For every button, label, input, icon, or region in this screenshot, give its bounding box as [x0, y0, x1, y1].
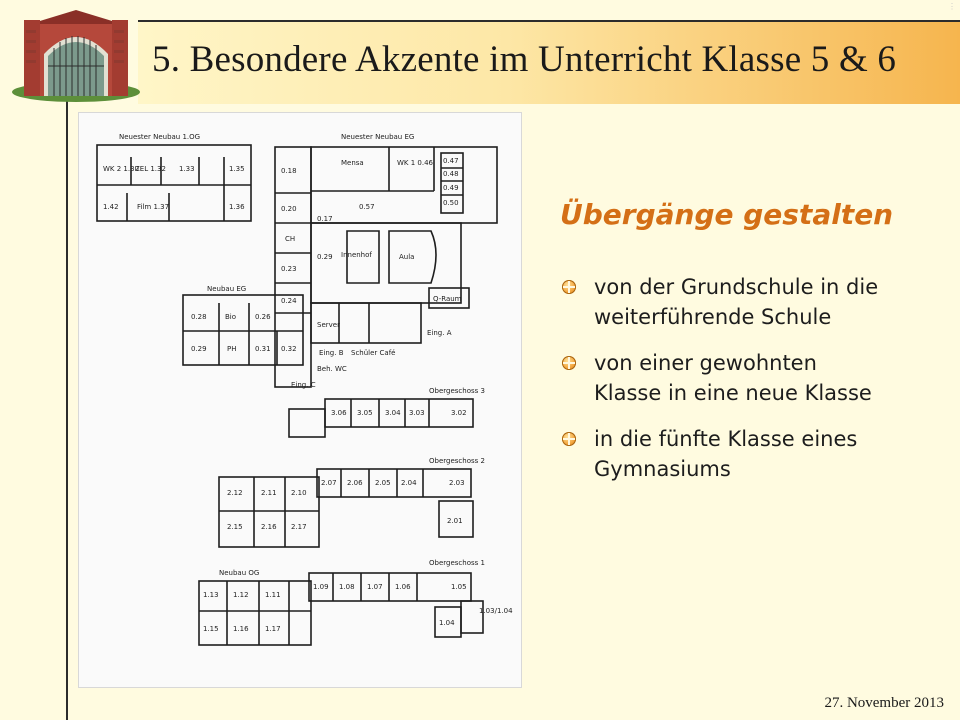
- room-label: 1.35: [229, 165, 245, 173]
- bullet-text: in die fünfte Klasse eines Gymnasiums: [594, 427, 858, 481]
- room-label: Mensa: [341, 159, 364, 167]
- room-label: 0.23: [281, 265, 297, 273]
- room-label: 0.48: [443, 170, 459, 178]
- bullet-item: [560, 348, 880, 408]
- room-label: 2.01: [447, 517, 463, 525]
- room-label: 1.15: [203, 625, 219, 633]
- plan-label-neubau-eg: Neubau EG: [207, 285, 247, 293]
- bullet-text: von der Grundschule in die weiterführende Schule: [594, 275, 879, 329]
- room-label: 0.18: [281, 167, 297, 175]
- bullet-text: von einer gewohnten Klasse in eine neue Klasse: [594, 351, 872, 405]
- room-label: 2.12: [227, 489, 243, 497]
- room-label: 0.20: [281, 205, 297, 213]
- bullet-icon: [562, 356, 576, 370]
- bullet-icon: [562, 432, 576, 446]
- room-label: 3.06: [331, 409, 347, 417]
- room-label: 0.29: [317, 253, 333, 261]
- plan-label: Schüler Café: [351, 349, 396, 357]
- room-label: 1.08: [339, 583, 355, 591]
- room-label: 3.02: [451, 409, 467, 417]
- room-label: 2.17: [291, 523, 307, 531]
- room-label: 2.07: [321, 479, 337, 487]
- room-label: 2.11: [261, 489, 277, 497]
- room-label: 1.09: [313, 583, 329, 591]
- room-label: 1.04: [439, 619, 455, 627]
- bullet-item: [560, 424, 880, 484]
- plan-label: Server: [317, 321, 340, 329]
- room-label: 0.32: [281, 345, 297, 353]
- room-label: PH: [227, 345, 237, 353]
- room-label: 0.57: [359, 203, 375, 211]
- room-label: 3.05: [357, 409, 373, 417]
- floor-plan-image: [78, 112, 522, 688]
- room-label: 3.04: [385, 409, 401, 417]
- plan-label-og2: Obergeschoss 2: [429, 457, 485, 465]
- room-label: Film 1.37: [137, 203, 170, 211]
- room-label: WK 2 1.30: [103, 165, 140, 173]
- corner-mark: ⋮: [948, 2, 956, 11]
- room-label: 0.28: [191, 313, 207, 321]
- room-label: 1.05: [451, 583, 467, 591]
- room-label: 0.31: [255, 345, 271, 353]
- room-label: 1.17: [265, 625, 281, 633]
- room-label: WK 1 0.46: [397, 159, 434, 167]
- room-label: 1.16: [233, 625, 249, 633]
- room-label: 3.03: [409, 409, 425, 417]
- room-label: 1.03/1.04: [479, 607, 513, 615]
- room-label: 1.36: [229, 203, 245, 211]
- room-label: CH: [285, 235, 296, 243]
- room-label: 2.15: [227, 523, 243, 531]
- room-label: 2.05: [375, 479, 391, 487]
- room-label: 2.04: [401, 479, 417, 487]
- plan-label-og3: Obergeschoss 3: [429, 387, 485, 395]
- vertical-rule: [66, 96, 68, 720]
- room-label: 0.29: [191, 345, 207, 353]
- bullet-icon: [562, 280, 576, 294]
- slide-title: 5. Besondere Akzente im Unterricht Klasse 5 & 6: [152, 39, 897, 80]
- room-label: 2.03: [449, 479, 465, 487]
- plan-label: Beh. WC: [317, 365, 347, 373]
- room-label: Q-Raum: [433, 295, 462, 303]
- school-gate-logo: [10, 6, 142, 104]
- room-label: 0.17: [317, 215, 333, 223]
- section-subheading: Übergänge gestalten: [560, 198, 894, 231]
- plan-label-eg-top: Neuester Neubau EG: [341, 133, 415, 141]
- room-label: Bio: [225, 313, 237, 321]
- room-label: 0.24: [281, 297, 297, 305]
- room-label: 1.33: [179, 165, 195, 173]
- room-label: 1.13: [203, 591, 219, 599]
- room-label: 1.12: [233, 591, 249, 599]
- room-label: ZEL 1.32: [135, 165, 166, 173]
- plan-label-neubau-og: Neubau OG: [219, 569, 260, 577]
- room-label: 0.50: [443, 199, 459, 207]
- room-label: 2.16: [261, 523, 277, 531]
- plan-label: Eing. C: [291, 381, 316, 389]
- room-label: Innenhof: [341, 251, 372, 259]
- slide-date: 27. November 2013: [824, 695, 944, 711]
- room-label: 1.11: [265, 591, 281, 599]
- room-label: 2.10: [291, 489, 307, 497]
- room-label: 2.06: [347, 479, 363, 487]
- bullet-list: [560, 272, 880, 500]
- plan-label: Eing. B: [319, 349, 344, 357]
- room-label: 1.42: [103, 203, 119, 211]
- room-label: Aula: [399, 253, 415, 261]
- plan-label-og1: Obergeschoss 1: [429, 559, 485, 567]
- room-label: 0.47: [443, 157, 459, 165]
- plan-label-1og: Neuester Neubau 1.OG: [119, 133, 201, 141]
- plan-label: Eing. A: [427, 329, 452, 337]
- room-label: 1.06: [395, 583, 411, 591]
- room-label: 0.49: [443, 184, 459, 192]
- bullet-item: [560, 272, 880, 332]
- room-label: 1.07: [367, 583, 383, 591]
- room-label: 0.26: [255, 313, 271, 321]
